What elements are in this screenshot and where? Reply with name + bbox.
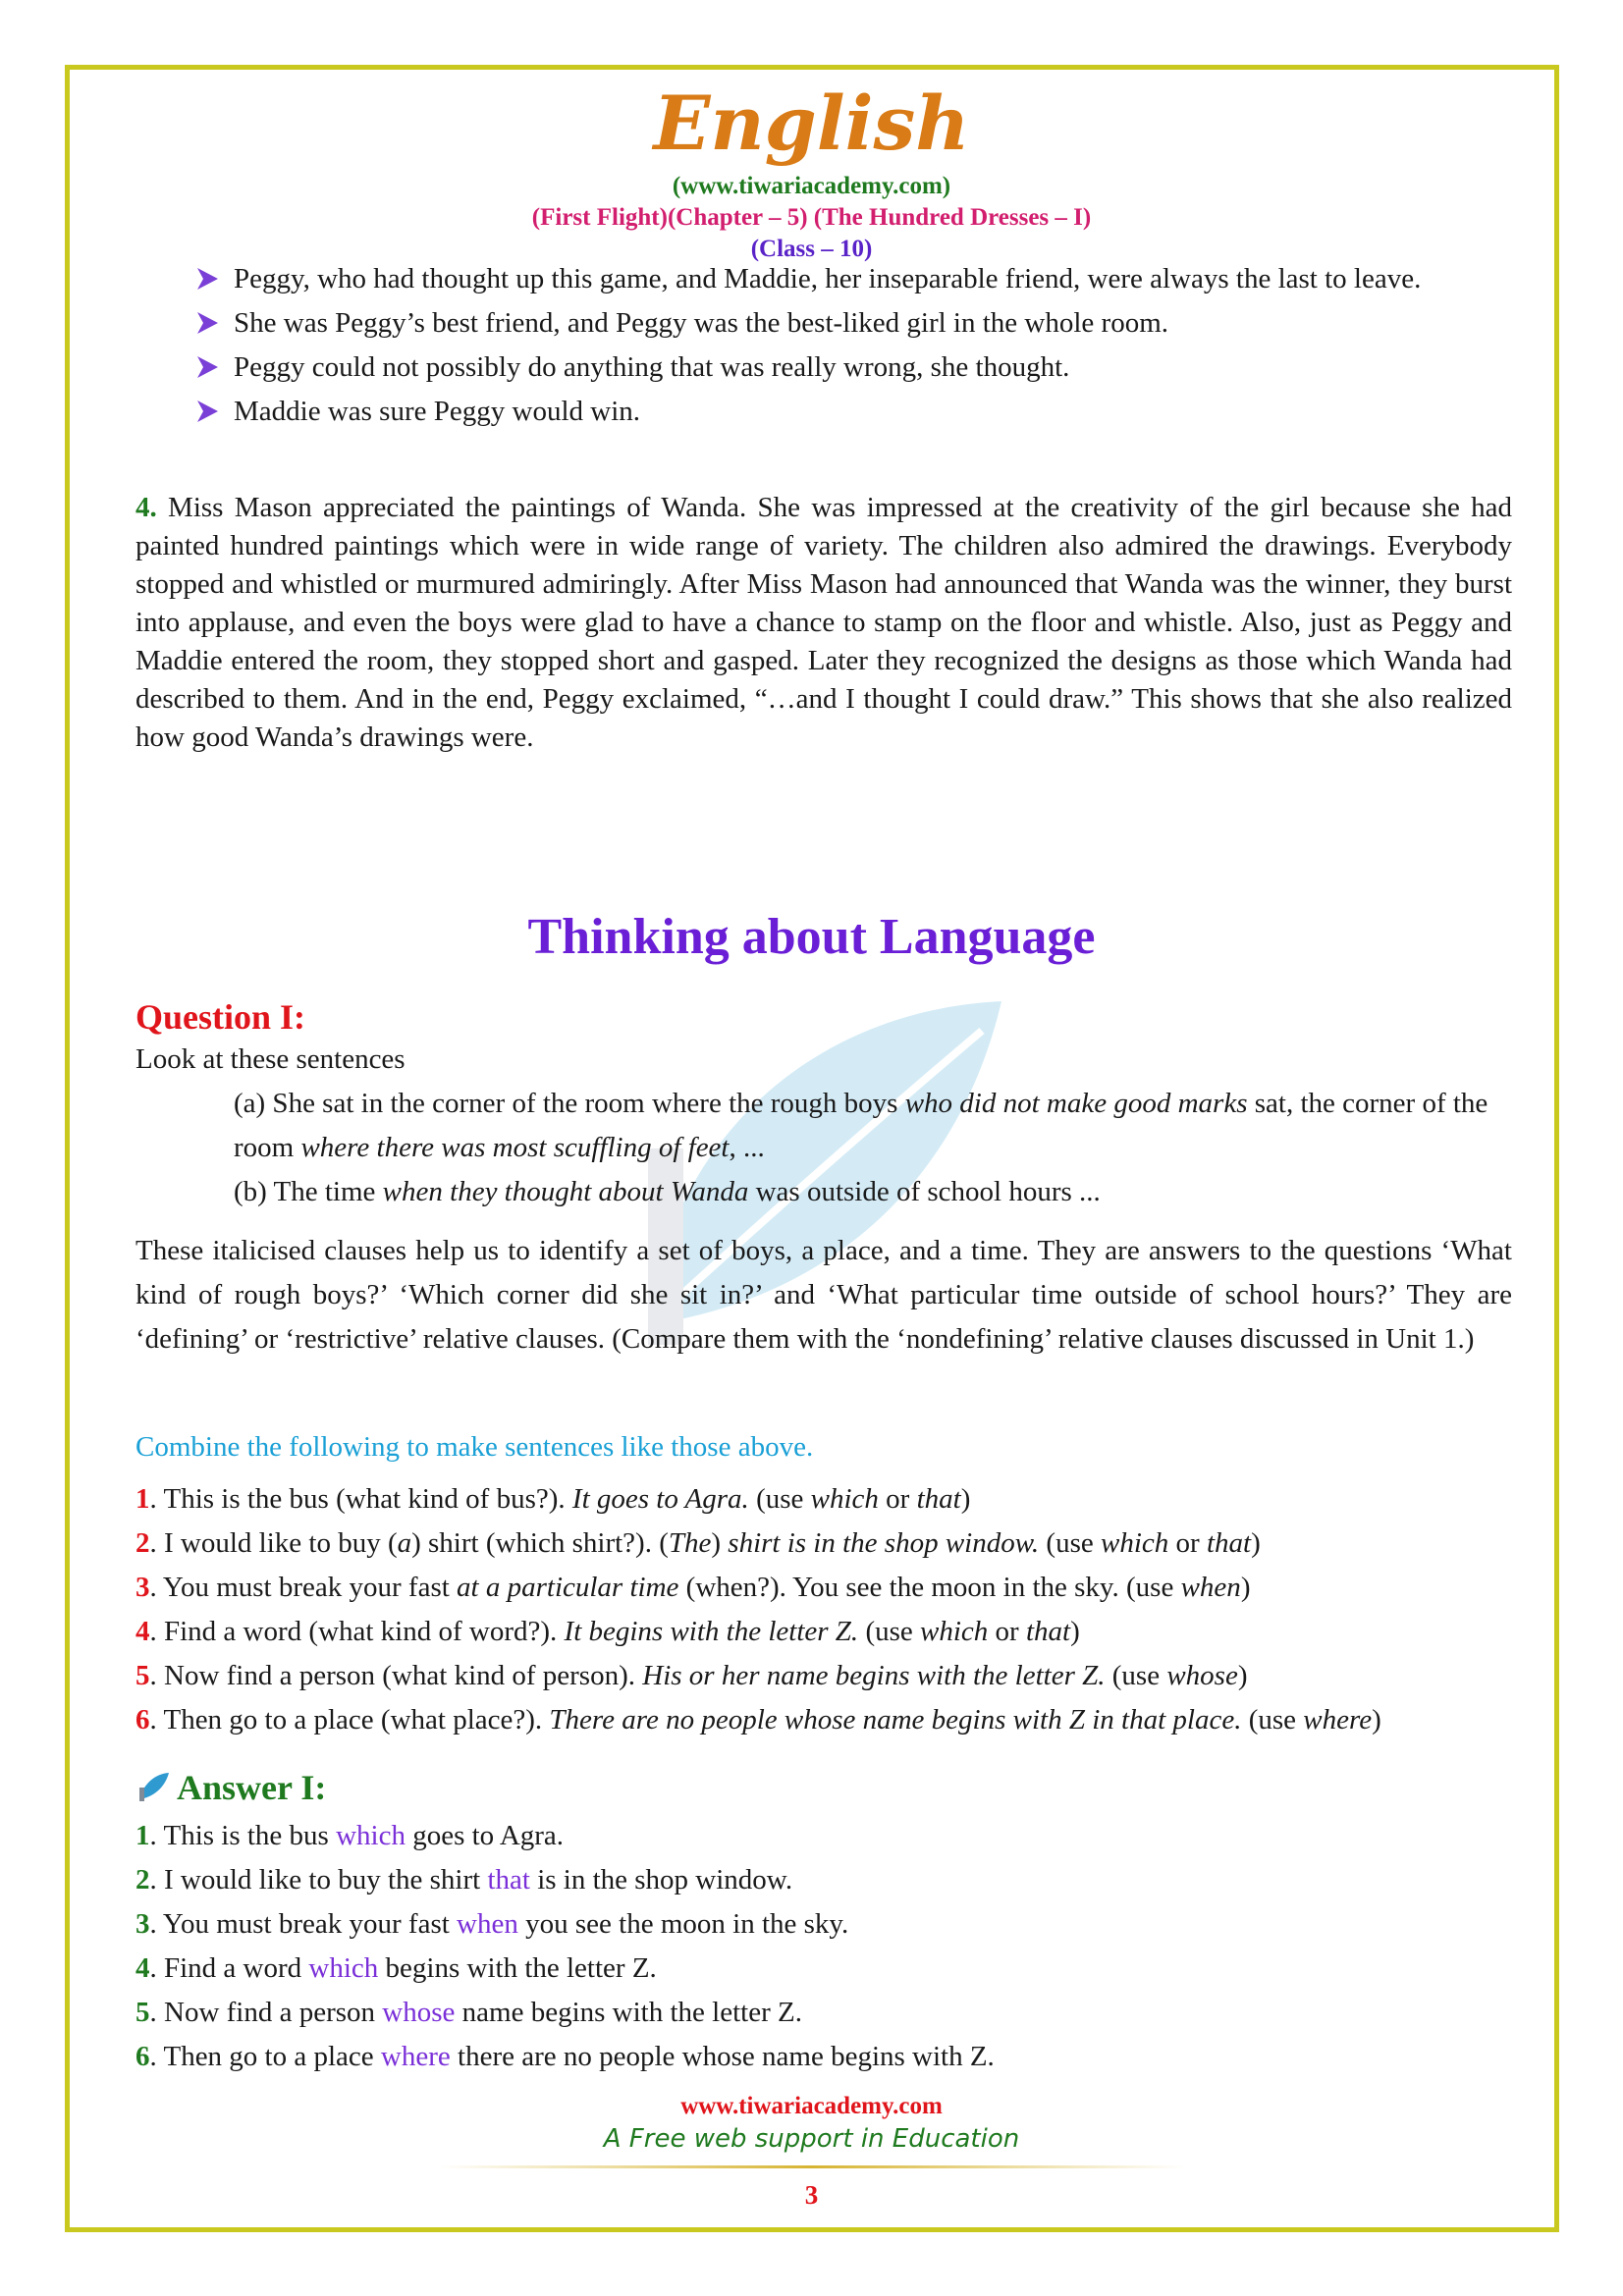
list-item: 2. I would like to buy the shirt that is in the shop window. xyxy=(135,1864,793,1896)
answer-4-paragraph xyxy=(135,489,1512,757)
footer-divider xyxy=(439,2165,1185,2168)
arrow-bullet-icon xyxy=(194,310,220,336)
answer-heading: Answer I: xyxy=(135,1767,326,1808)
page-number: 3 xyxy=(804,2180,819,2210)
page-footer xyxy=(0,2091,1623,2212)
instruction-line: Combine the following to make sentences like those above. xyxy=(135,1431,814,1463)
example-a: (a) She sat in the corner of the room where the rough boys who did not make good marks sat, the corner of the room where there was most scuffling of feet, ... xyxy=(234,1088,1488,1163)
page-header xyxy=(0,77,1623,265)
answer-text: Miss Mason appreciated the paintings of Wanda. She was impressed at the creativity of the girl because she had painted hundred paintings which were in wide range of variety. The children also admired the drawings. Everybody stopped and whistled or murmured admiringly. After Miss Mason had announced that Wanda was the winner, they burst into applause, and even the boys were glad to have a chance to stamp on the floor and whistle. Also, just as Peggy and Maddie entered the room, they stopped short and gasped. Later they recognized the designs as those which Wanda had described to them. And in the end, Peggy exclaimed, “…and I thought I could draw.” This shows that she also realized how good Wanda’s drawings were. xyxy=(135,492,1512,753)
question-heading: Question I: xyxy=(135,997,306,1037)
bullet-list xyxy=(135,257,1512,434)
website-url[interactable]: (www.tiwariacademy.com) xyxy=(672,173,951,199)
explanation-paragraph: These italicised clauses help us to identify a set of boys, a place, and a time. They are answers to the questions ‘What kind of rough boys?’ ‘Which corner did she sit in?’ and ‘What particular time outside of school hours?’ They are ‘defining’ or ‘restrictive’ relative clauses. (Compare them with the ‘nondefining’ relative clauses discussed in Unit 1.) xyxy=(135,1235,1512,1355)
section-title: Thinking about Language xyxy=(527,909,1096,965)
list-item: She was Peggy’s best friend, and Peggy was the best-liked girl in the whole room. xyxy=(135,301,1512,346)
tiwari-logo-icon xyxy=(135,1770,171,1805)
list-item: 6. Then go to a place (what place?). There are no people whose name begins with Z in that place. (use where) xyxy=(135,1704,1381,1735)
example-sentences xyxy=(234,1082,1512,1214)
footer-url[interactable]: www.tiwariacademy.com xyxy=(680,2093,943,2119)
arrow-bullet-icon xyxy=(194,266,220,292)
list-item: 1. This is the bus (what kind of bus?). It goes to Agra. (use which or that) xyxy=(135,1483,971,1515)
list-item: 2. I would like to buy (a) shirt (which shirt?). (The) shirt is in the shop window. (use which or that) xyxy=(135,1527,1261,1559)
list-item: 3. You must break your fast at a particular time (when?). You see the moon in the sky. (use when) xyxy=(135,1572,1251,1603)
list-item: 5. Now find a person whose name begins with the letter Z. xyxy=(135,1997,802,2028)
question-list xyxy=(135,1477,1512,1742)
chapter-line: (First Flight)(Chapter – 5) (The Hundred Dresses – I) xyxy=(531,204,1092,231)
arrow-bullet-icon xyxy=(194,399,220,424)
footer-tagline: A Free web support in Education xyxy=(603,2124,1020,2154)
class-line: (Class – 10) xyxy=(750,236,873,262)
list-item: Peggy could not possibly do anything that was really wrong, she thought. xyxy=(135,346,1512,390)
subject-title: English xyxy=(653,80,970,167)
list-item: Peggy, who had thought up this game, and Maddie, her inseparable friend, were always the last to leave. xyxy=(135,257,1512,301)
list-item: 6. Then go to a place where there are no people whose name begins with Z. xyxy=(135,2041,995,2072)
answer-list xyxy=(135,1814,1512,2079)
answer-number: 4. xyxy=(135,492,157,523)
question-intro: Look at these sentences xyxy=(135,1043,406,1075)
list-item: 4. Find a word which begins with the letter Z. xyxy=(135,1952,657,1984)
example-b: (b) The time when they thought about Wanda was outside of school hours ... xyxy=(234,1176,1101,1207)
arrow-bullet-icon xyxy=(194,354,220,380)
list-item: 4. Find a word (what kind of word?). It begins with the letter Z. (use which or that) xyxy=(135,1616,1080,1647)
list-item: 5. Now find a person (what kind of person). His or her name begins with the letter Z. (use whose) xyxy=(135,1660,1248,1691)
list-item: 3. You must break your fast when you see the moon in the sky. xyxy=(135,1908,849,1940)
list-item: Maddie was sure Peggy would win. xyxy=(135,390,1512,434)
list-item: 1. This is the bus which goes to Agra. xyxy=(135,1820,565,1851)
